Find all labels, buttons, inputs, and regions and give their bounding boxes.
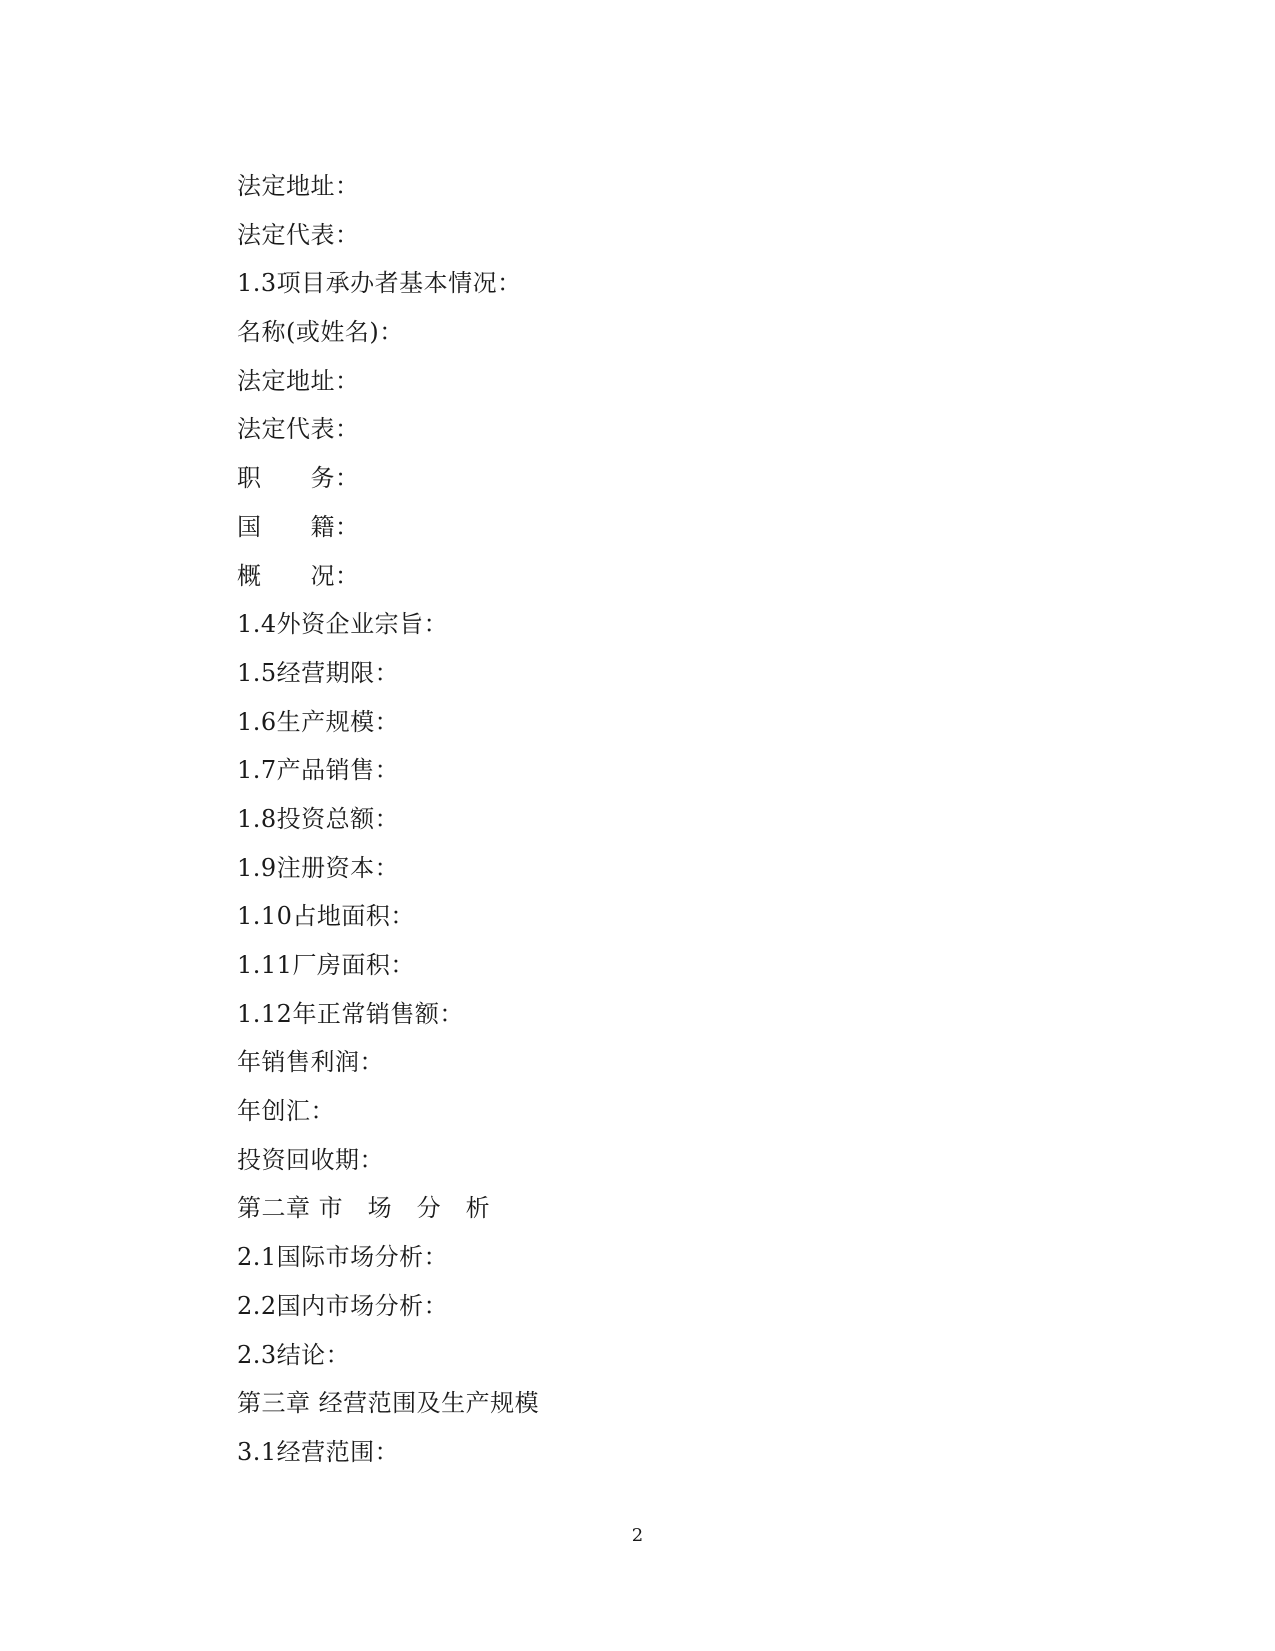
text-line: 3.1经营范围： bbox=[237, 1437, 400, 1466]
text-line: 法定代表： bbox=[237, 220, 360, 249]
text-line: 1.4外资企业宗旨： bbox=[237, 610, 449, 639]
text-line: 1.7产品销售： bbox=[237, 756, 400, 785]
text-line: 名称(或姓名)： bbox=[237, 318, 404, 347]
text-line: 1.3项目承办者基本情况： bbox=[237, 269, 522, 298]
text-line: 2.1国际市场分析： bbox=[237, 1243, 449, 1272]
document-body bbox=[237, 162, 1037, 1477]
text-line: 1.12年正常销售额： bbox=[237, 999, 464, 1028]
text-line: 年销售利润： bbox=[237, 1048, 384, 1077]
text-line: 1.6生产规模： bbox=[237, 707, 400, 736]
chapter-heading: 第二章 市 场 分 析 bbox=[237, 1194, 491, 1223]
page-number: 2 bbox=[631, 1525, 644, 1546]
chapter-heading: 第三章 经营范围及生产规模 bbox=[237, 1389, 540, 1418]
text-line: 法定代表： bbox=[237, 415, 360, 444]
text-line: 1.8投资总额： bbox=[237, 804, 400, 833]
text-line: 法定地址： bbox=[237, 172, 360, 200]
text-line: 国 籍： bbox=[237, 512, 360, 541]
text-line: 1.10占地面积： bbox=[237, 902, 415, 931]
text-line: 职 务： bbox=[237, 464, 360, 493]
text-line: 1.9注册资本： bbox=[237, 853, 400, 882]
text-line: 2.3结论： bbox=[237, 1340, 351, 1369]
text-line: 法定地址： bbox=[237, 366, 360, 395]
text-line: 概 况： bbox=[237, 561, 360, 590]
text-line: 投资回收期： bbox=[237, 1145, 384, 1174]
text-line: 年创汇： bbox=[237, 1097, 335, 1126]
text-line: 2.2国内市场分析： bbox=[237, 1291, 449, 1320]
text-line: 1.11厂房面积： bbox=[237, 951, 415, 979]
text-line: 1.5经营期限： bbox=[237, 658, 400, 687]
